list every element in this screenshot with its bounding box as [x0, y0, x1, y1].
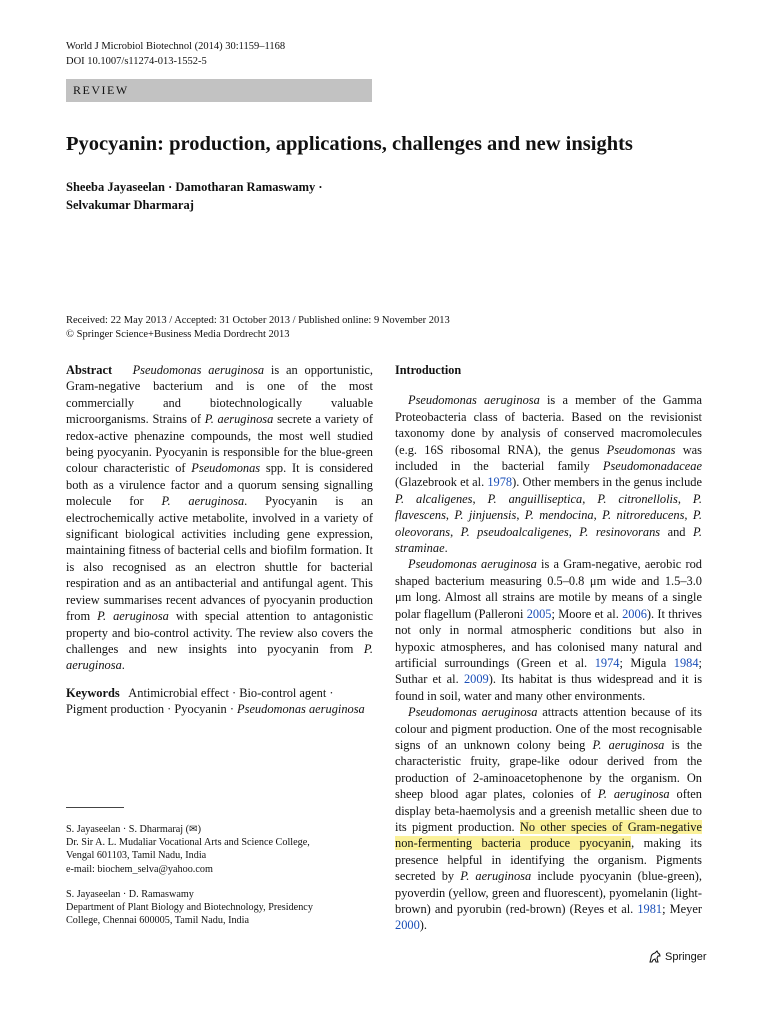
citation-link[interactable]: 1978	[487, 475, 513, 490]
affiliation-1-line-1: Dr. Sir A. L. Mudaliar Vocational Arts and Science College,	[66, 837, 310, 849]
intro-paragraph-3: Pseudomonas aeruginosa attracts attention because of its colour and pigment production. One of the most recognisable signs of an unknown colony being P. aeruginosa is the characteristic fruity, grape-like odour derived from the production of 2-aminoacetophenone by the organism. On sheep blood agar plates, colonies of P. aeruginosa often display beta-haemolysis and a greenish metallic sheen due to its pigment production. No other species of Gram-negative non-fermenting bacteria produce pyocyanin, making its presence helpful in identifying the organism. Pigments secreted by P. aeruginosa include pyocyanin (blue-green), pyoverdin (yellow, green and fluorescent), pyomelanin (light-brown) and pyorubin (red-brown) (Reyes et al. 1981; Meyer 2000).	[395, 705, 703, 933]
copyright: © Springer Science+Business Media Dordrecht 2013	[66, 329, 290, 340]
dates-history: Received: 22 May 2013 / Accepted: 31 October 2013 / Published online: 9 November 2013	[66, 315, 450, 326]
footnote-rule	[66, 807, 124, 808]
affiliation-2-line-1: Department of Plant Biology and Biotechnology, Presidency	[66, 902, 313, 914]
intro-paragraph-1: Pseudomonas aeruginosa is a member of the Gamma Proteobacteria class of bacteria. Based on the revisionist taxonomy done by analysis of conserved macromolecules (e.g. 16S ribosomal RNA), the genus Pseudomonas was included in the bacterial family Pseudomonadaceae (Glazebrook et al. 1978). Other members in the genus include P. alcaligenes, P. anguilliseptica, P. citronellolis, P. flavescens, P. jinjuensis, P. mendocina, P. nitroreducens, P. oleovorans, P. pseudoalcaligenes, P. resinovorans and P. straminae.	[395, 393, 703, 556]
affiliation-2	[66, 888, 373, 928]
publisher-logo	[648, 950, 707, 964]
affiliation-1-authors: S. Jayaseelan · S. Dharmaraj (✉)	[66, 824, 201, 835]
keywords-label: Keywords	[66, 685, 120, 700]
citation-link[interactable]: 1974	[594, 655, 620, 670]
affiliation-1-line-2: Vengal 601103, Tamil Nadu, India	[66, 850, 207, 862]
affiliation-2-line-2: College, Chennai 600005, Tamil Nadu, India	[66, 915, 250, 927]
citation-link[interactable]: 2006	[622, 606, 647, 621]
publisher-name: Springer	[665, 951, 707, 963]
citation-link[interactable]: 2005	[526, 606, 552, 621]
doi: DOI 10.1007/s11274-013-1552-5	[66, 56, 207, 67]
article-title: Pyocyanin: production, applications, challenges and new insights	[66, 133, 633, 155]
citation-link[interactable]: 1984	[673, 655, 699, 670]
abstract: Abstract Pseudomonas aeruginosa is an opportunistic, Gram-negative bacterium and is one of the most commercially and biotechnologically valuable microorganisms. Strains of P. aeruginosa secrete a variety of redox-active phenazine compounds, the most well studied being pyocyanin. Pyocyanin is responsible for the blue-green colour characteristic of Pseudomonas spp. It is considered both as a virulence factor and a quorum sensing signalling molecule for P. aeruginosa. Pyocyanin is an electrochemically active metabolite, involved in a variety of significant biological activities including gene expression, maintaining fitness of bacterial cells and biofilm formation. It is also recognised as an electron shuttle for bacterial respiration and as an antibacterial and antifungal agent. This review summarises recent advances of pyocyanin production from P. aeruginosa with special attention to antagonistic property and bio-control activity. The review also covers the challenges and new insights into pyocyanin from P. aeruginosa.	[66, 363, 373, 673]
citation-link[interactable]: 1981	[637, 902, 663, 916]
abstract-label: Abstract	[66, 363, 113, 377]
introduction-column	[395, 362, 702, 934]
authors-line-1: Sheeba Jayaseelan · Damotharan Ramaswamy ·	[66, 180, 323, 194]
publication-history	[66, 314, 450, 342]
affiliation-1-email[interactable]: e-mail: biochem_selva@yahoo.com	[66, 863, 213, 875]
highlighted-text[interactable]: No other species of Gram-negative non-fermenting bacteria produce pyocyanin	[395, 819, 702, 851]
springer-horse-icon	[648, 950, 662, 964]
authors-line-2: Selvakumar Dharmaraj	[66, 198, 194, 212]
citation-link[interactable]: 2009	[463, 672, 489, 687]
affiliation-1	[66, 823, 373, 876]
citation-link[interactable]: 2000	[395, 918, 420, 933]
article-type-label: REVIEW	[73, 83, 129, 97]
affiliation-2-authors: S. Jayaseelan · D. Ramaswamy	[66, 889, 194, 900]
article-type-bar	[66, 79, 372, 102]
keywords: Keywords Antimicrobial effect · Bio-control agent · Pigment production · Pyocyanin · Pseudomonas aeruginosa	[66, 685, 365, 717]
author-list	[66, 178, 323, 214]
journal-citation: World J Microbiol Biotechnol (2014) 30:1159–1168	[66, 41, 286, 52]
abstract-column	[66, 362, 373, 718]
introduction-heading: Introduction	[395, 363, 462, 377]
journal-header	[66, 39, 285, 69]
intro-paragraph-2: Pseudomonas aeruginosa is a Gram-negative, aerobic rod shaped bacterium measuring 0.5–0.8 μm wide and 1.5–3.0 μm long. Almost all strains are motile by means of a single polar flagellum (Palleroni 2005; Moore et al. 2006). It thrives not only in normal atmospheric conditions but also in hypoxic atmospheres, and has colonised many natural and artificial surroundings (Green et al. 1974; Migula 1984; Suthar et al. 2009). Its habitat is thus widespread and it is found in soil, water and many other environments.	[395, 557, 703, 703]
